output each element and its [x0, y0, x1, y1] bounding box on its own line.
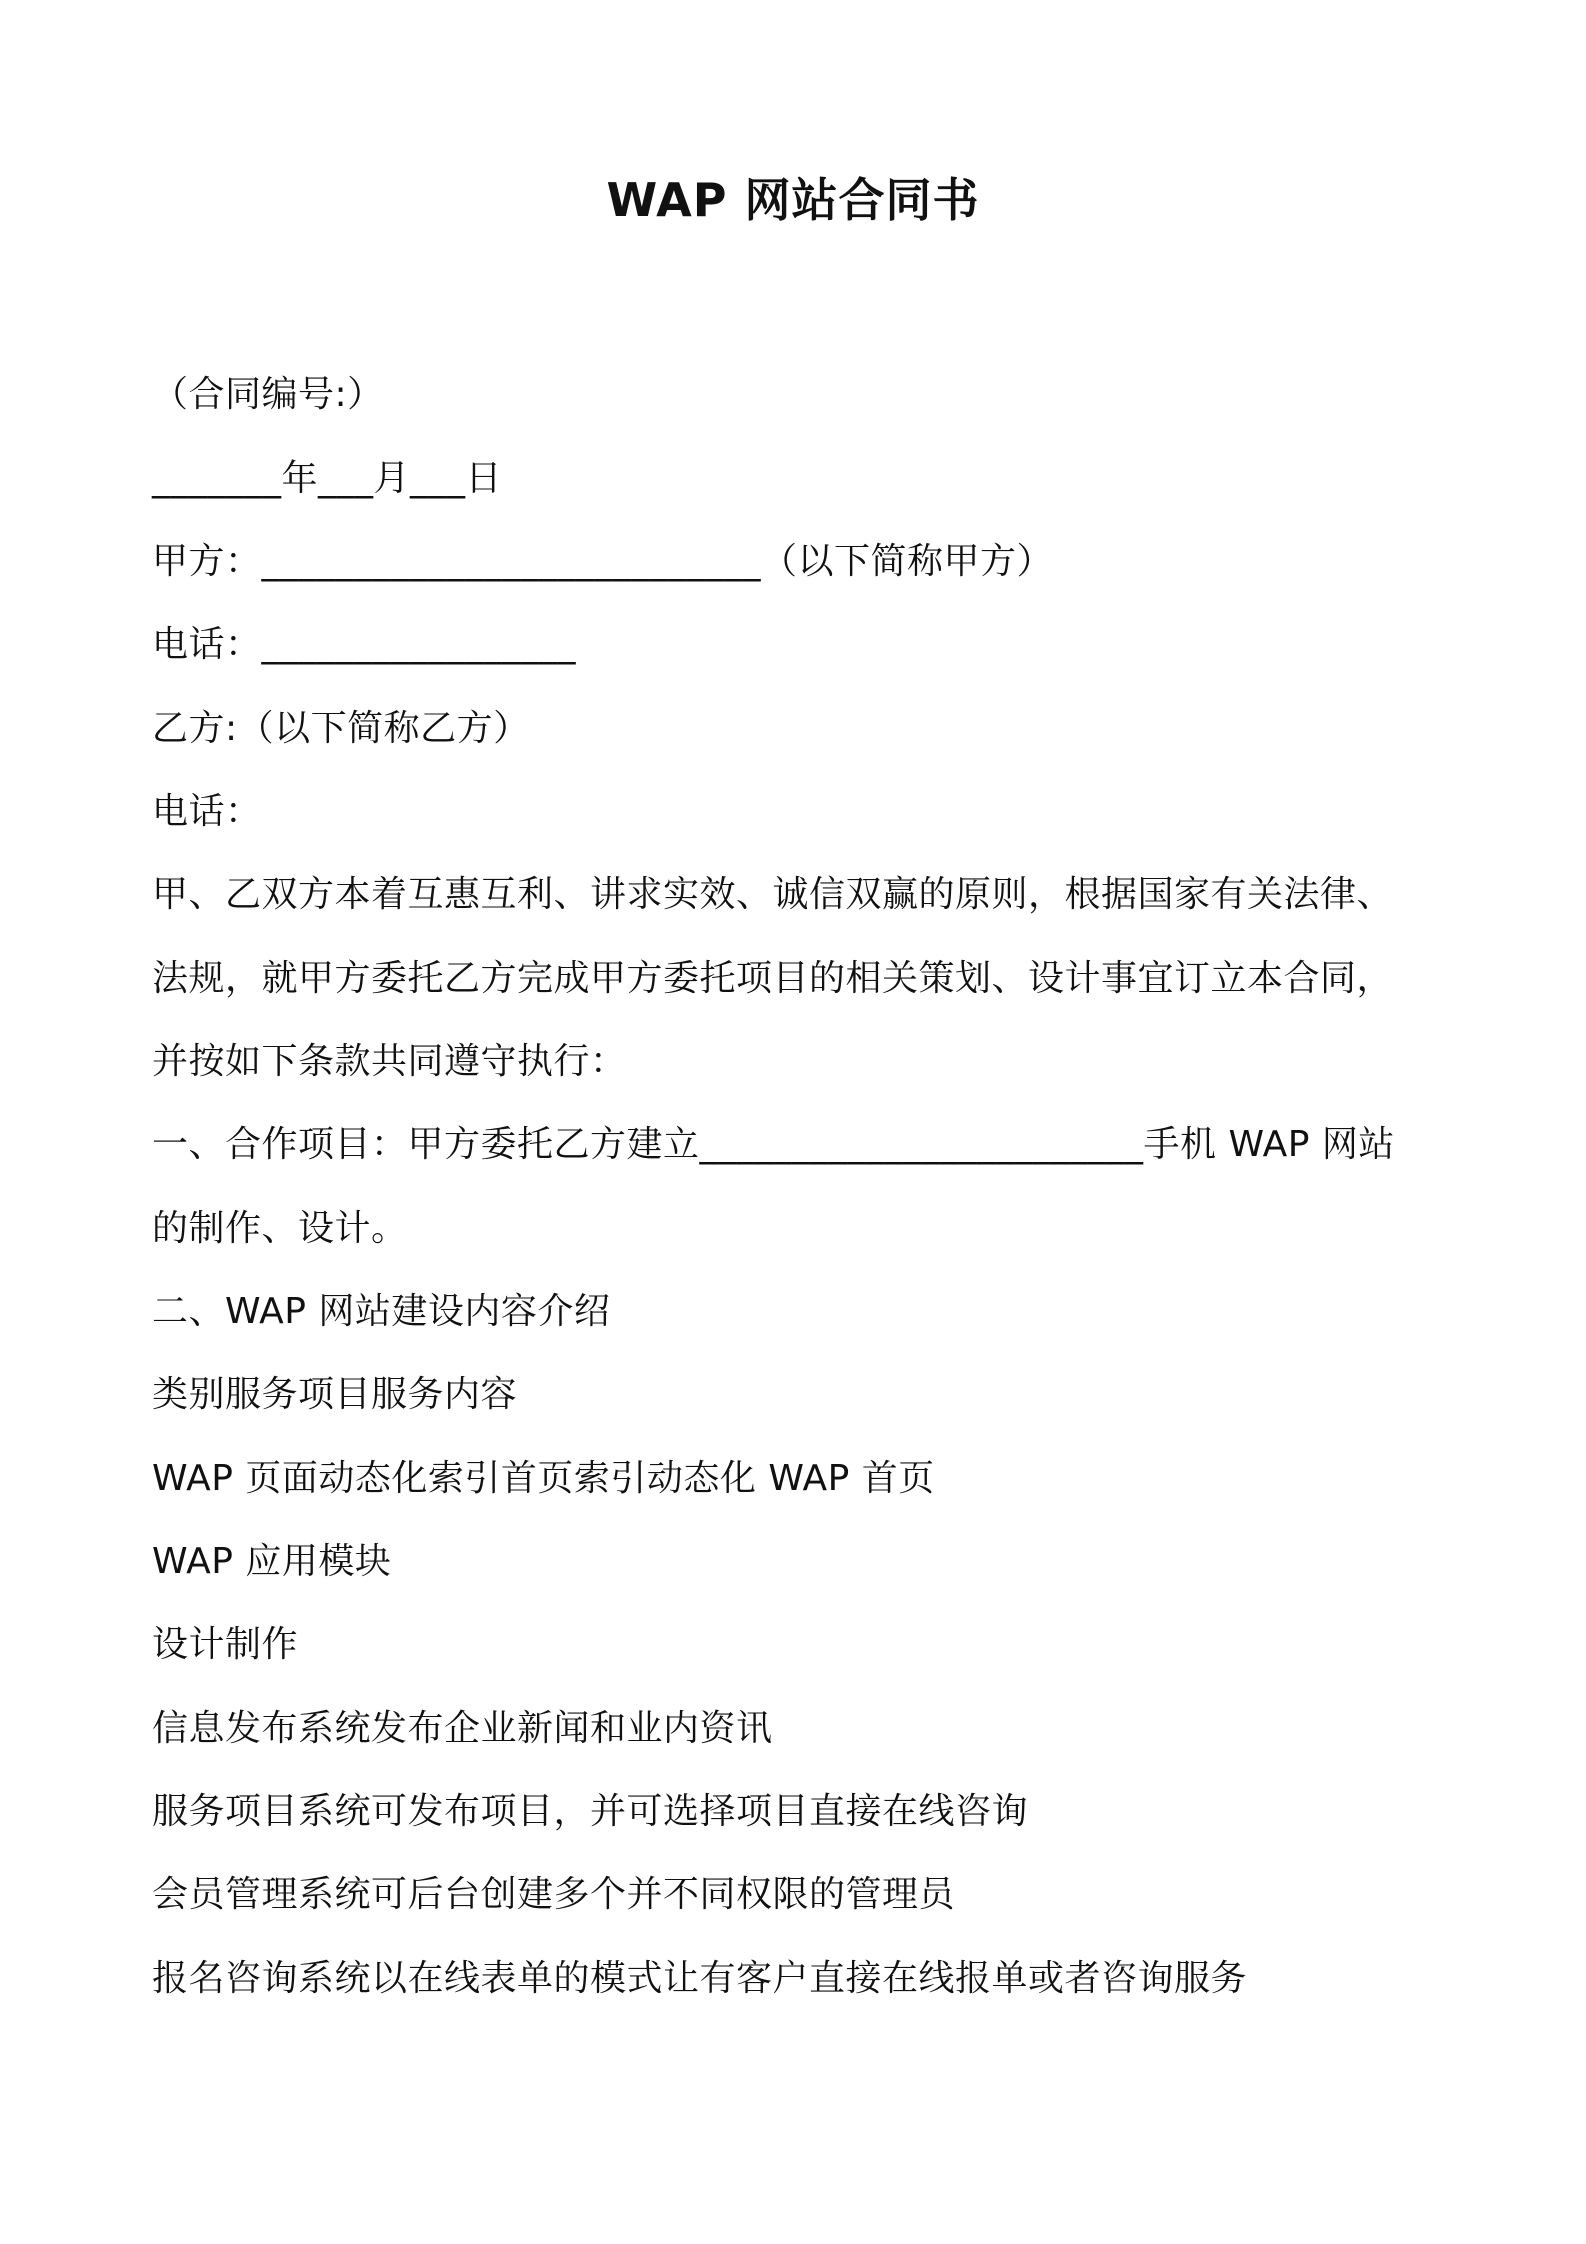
content-line-enquiry-system: 报名咨询系统以在线表单的模式让有客户直接在线报单或者咨询服务	[152, 1958, 1248, 1999]
content-line-wap-modules: WAP 应用模块	[152, 1541, 392, 1582]
table-header-line: 类别服务项目服务内容	[152, 1374, 518, 1415]
party-b-line: 乙方:（以下简称乙方）	[152, 708, 530, 749]
date-line: _______年___月___日	[152, 458, 503, 499]
preamble-line-2: 法规，就甲方委托乙方完成甲方委托项目的相关策划、设计事宜订立本合同，	[152, 958, 1394, 999]
content-line-member-system: 会员管理系统可后台创建多个并不同权限的管理员	[152, 1874, 956, 1915]
content-line-wap-pages: WAP 页面动态化索引首页索引动态化 WAP 首页	[152, 1458, 935, 1499]
preamble-line-3: 并按如下条款共同遵守执行：	[152, 1041, 627, 1082]
party-b-phone-line: 电话：	[152, 791, 262, 832]
contract-number-line: （合同编号:）	[152, 374, 384, 415]
clause-1-line-2: 的制作、设计。	[152, 1208, 408, 1249]
content-line-info-system: 信息发布系统发布企业新闻和业内资讯	[152, 1708, 773, 1749]
document-title: WAP 网站合同书	[606, 173, 980, 227]
clause-2-heading: 二、WAP 网站建设内容介绍	[152, 1291, 611, 1332]
party-a-phone-line: 电话：_________________	[152, 624, 577, 665]
content-line-service-system: 服务项目系统可发布项目，并可选择项目直接在线咨询	[152, 1791, 1029, 1832]
content-line-design: 设计制作	[152, 1624, 299, 1665]
preamble-line-1: 甲、乙双方本着互惠互利、讲求实效、诚信双赢的原则，根据国家有关法律、	[152, 874, 1394, 915]
party-a-line: 甲方：___________________________（以下简称甲方）	[152, 541, 1054, 582]
clause-1-line-1: 一、合作项目：甲方委托乙方建立________________________手机 WAP 网站	[152, 1124, 1395, 1165]
